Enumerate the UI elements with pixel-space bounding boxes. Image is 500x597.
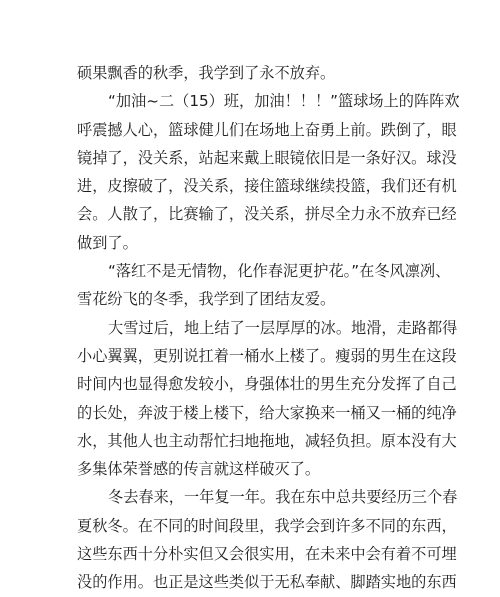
- text-line: 小心翼翼，更别说扛着一桶水上楼了。瘦弱的男生在这段: [77, 346, 457, 365]
- text-line: 进，皮擦破了，没关系，接住篮球继续投篮，我们还有机: [77, 177, 457, 196]
- text-line: 雪花纷飞的冬季，我学到了团结友爱。: [77, 290, 336, 309]
- paragraph: [77, 87, 460, 257]
- paragraph: [77, 257, 451, 314]
- text-line: 镜掉了，没关系，站起来戴上眼镜依旧是一条好汉。球没: [77, 148, 457, 167]
- text-line: 时间内也显得愈发较小，身强体壮的男生充分发挥了自己: [77, 375, 457, 394]
- body-text: [77, 59, 460, 597]
- text-line: 水，其他人也主动帮忙扫地拖地，减轻负担。原本没有大: [77, 431, 457, 450]
- text-line: 做到了。: [77, 233, 138, 252]
- text-line: 呼震撼人心，篮球健儿们在场地上奋勇上前。跌倒了，眼: [77, 120, 457, 139]
- text-line: 冬去春来，一年复一年。我在东中总共要经历三个春: [108, 488, 458, 507]
- paragraph: [77, 59, 429, 87]
- text-line: 夏秋冬。在不同的时间段里，我学会到许多不同的东西，: [77, 516, 457, 535]
- text-line: 会。人散了，比赛输了，没关系，拼尽全力永不放弃已经: [77, 205, 457, 224]
- text-line: 没的作用。也正是这些类似于无私奉献、脚踏实地的东西: [77, 573, 457, 592]
- text-line: 多集体荣誉感的传言就这样破灭了。: [77, 460, 320, 479]
- text-line: 的长处，奔波于楼上楼下，给大家换来一桶又一桶的纯净: [77, 403, 457, 422]
- text-line: “落红不是无情物，化作春泥更护花。”在冬风凛冽、: [108, 262, 451, 281]
- paragraph: [77, 483, 458, 596]
- paragraph: [77, 314, 458, 484]
- text-line: 这些东西十分朴实但又会很实用，在未来中会有着不可埋: [77, 545, 457, 564]
- text-line: 大雪过后，地上结了一层厚厚的冰。地滑，走路都得: [108, 318, 458, 337]
- text-line: 硕果飘香的秋季，我学到了永不放弃。: [77, 64, 336, 82]
- text-line: “加油~二（15）班，加油！！！”篮球场上的阵阵欢: [108, 92, 460, 111]
